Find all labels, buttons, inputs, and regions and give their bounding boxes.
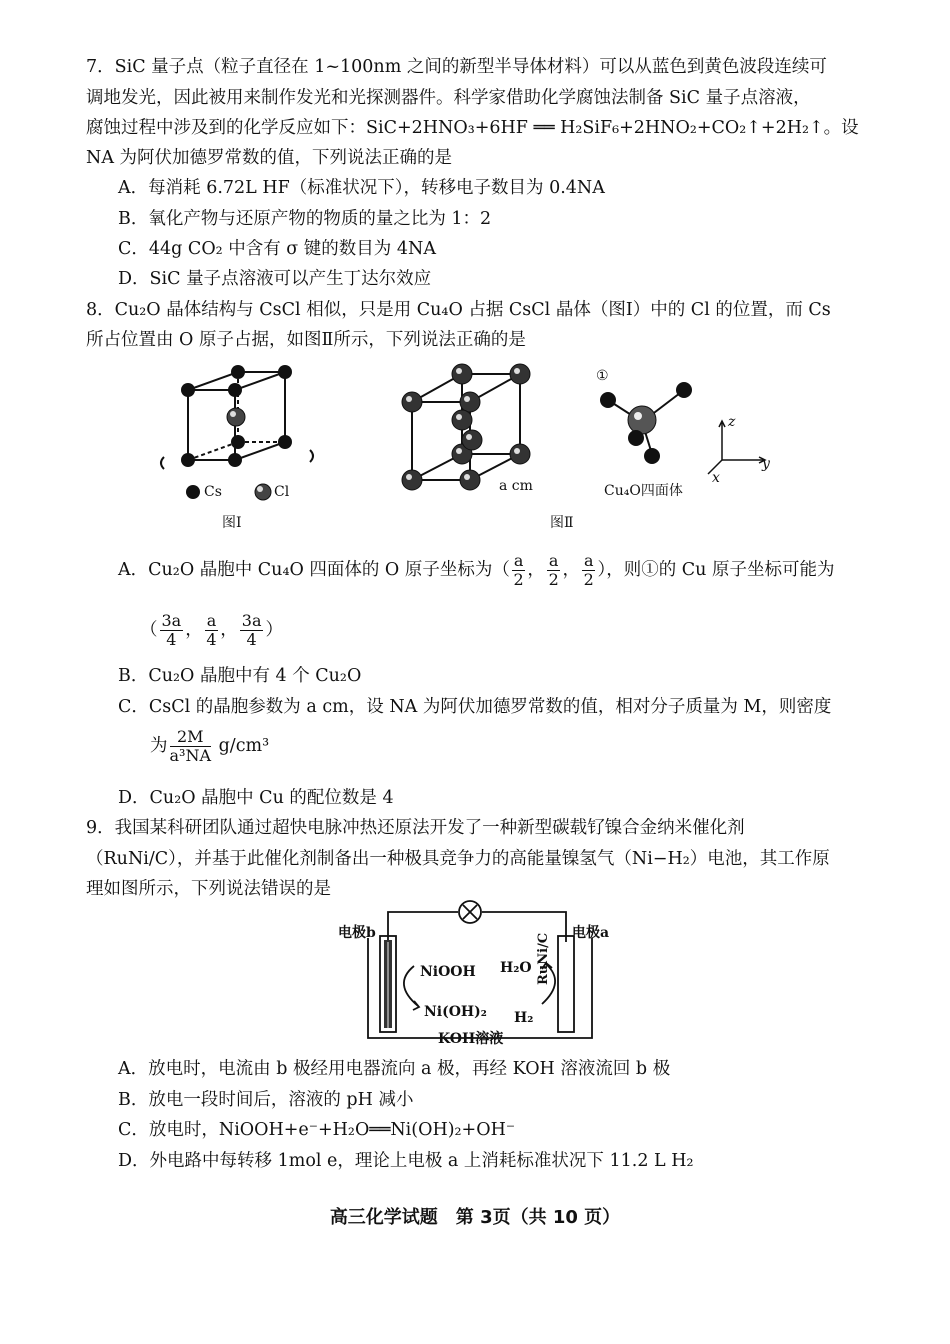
q9-option-b: B．放电一段时间后，溶液的 pH 减小: [118, 1090, 414, 1110]
fraction-3a-over-4: $\frac{3a}{4}$: [241, 611, 262, 649]
q7-stem-line-3: 腐蚀过程中涉及到的化学反应如下：SiC+2HNO₃+6HF ══ H₂SiF₆+2HNO₂+CO₂↑+2H₂↑。设: [86, 118, 859, 138]
fraction-a-over-2: $\frac{a}{2}$: [583, 551, 594, 589]
legend-cs-label: Cs: [204, 484, 222, 500]
q8-option-b: B．Cu₂O 晶胞中有 4 个 Cu₂O: [118, 666, 362, 686]
cu4o-caption: Cu₄O四面体: [604, 483, 683, 499]
q8-stem-line-1: 8．Cu₂O 晶体结构与 CsCl 相似，只是用 Cu₄O 占据 CsCl 晶体（图Ⅰ）中的 Cl 的位置，而 Cs: [86, 300, 831, 320]
figure-2-caption: 图Ⅱ: [550, 515, 574, 531]
fraction-3a-over-4: $\frac{3a}{4}$: [161, 611, 182, 649]
legend-cl-label: Cl: [274, 484, 290, 500]
q9-option-c: C．放电时，NiOOH+e⁻+H₂O══Ni(OH)₂+OH⁻: [118, 1120, 516, 1140]
cu4o-tetrahedron-figure: [592, 372, 702, 472]
fraction-a-over-2: $\frac{a}{2}$: [513, 551, 524, 589]
electrode-b-label: 电极b: [338, 925, 376, 941]
q7-option-b: B．氧化产物与还原产物的物质的量之比为 1：2: [118, 209, 492, 229]
q7-option-a: A．每消耗 6.72L HF（标准状况下），转移电子数目为 0.4NA: [118, 178, 605, 198]
water-label: H₂O: [500, 960, 532, 976]
q8-stem-line-2: 所占位置由 O 原子占据，如图Ⅱ所示，下列说法正确的是: [86, 330, 526, 350]
nioOH-label: NiOOH: [420, 964, 476, 980]
density-fraction: $\frac{2M}{\text{a³NA}}$: [169, 727, 212, 765]
atom-1-marker: ①: [596, 368, 609, 384]
q7-stem-line-2: 调地发光，因此被用来制作发光和光探测器件。科学家借助化学腐蚀法制备 SiC 量子点溶液，: [86, 88, 811, 108]
figure-1-caption: 图Ⅰ: [222, 515, 242, 531]
q8-option-c-line-1: C．CsCl 的晶胞参数为 a cm，设 NA 为阿伏加德罗常数的值，相对分子质量为 M，则密度: [118, 697, 832, 717]
figure-1-cscl-cell: [150, 362, 330, 507]
q9-stem-line-1: 9．我国某科研团队通过超快电脉冲热还原法开发了一种新型碳载钌镍合金纳米催化剂: [86, 818, 745, 838]
q9-option-d: D．外电路中每转移 1mol e，理论上电极 a 上消耗标准状况下 11.2 L H₂: [118, 1151, 694, 1171]
q8-option-d: D．Cu₂O 晶胞中 Cu 的配位数是 4: [118, 788, 394, 808]
q8-option-a: A．Cu₂O 晶胞中 Cu₄O 四面体的 O 原子坐标为（ $\frac{a}{2}$ ， $\frac{a}{2}$ ， $\frac{a}{2}$ ），则①的 Cu 原子坐标可能为: [118, 551, 835, 589]
page-footer: 高三化学试题 第 3页（共 10 页）: [329, 1207, 621, 1228]
electrode-a-label: 电极a: [572, 925, 610, 941]
q7-option-d: D．SiC 量子点溶液可以产生丁达尔效应: [118, 269, 432, 289]
axis-x-label: x: [712, 470, 720, 486]
edge-length-label: a cm: [499, 478, 533, 494]
q8-option-a-suffix: ），则①的 Cu 原子坐标可能为: [597, 560, 835, 580]
hydrogen-label: H₂: [514, 1010, 534, 1026]
fraction-a-over-2: $\frac{a}{2}$: [548, 551, 559, 589]
q9-stem-line-3: 理如图所示，下列说法错误的是: [86, 879, 331, 899]
q8-option-c-density: 为 $\frac{2M}{\text{a³NA}}$ g/cm³: [150, 727, 270, 765]
axis-z-label: z: [728, 414, 736, 430]
fraction-a-over-4: $\frac{a}{4}$: [206, 611, 217, 649]
q9-stem-line-2: （RuNi/C），并基于此催化剂制备出一种极具竞争力的高能量镍氢气（Ni−H₂）电池，其工作原: [86, 849, 830, 869]
runi-electrode-label: RuNi/C: [536, 932, 551, 985]
q7-stem-line-4: NA 为阿伏加德罗常数的值，下列说法正确的是: [86, 148, 453, 168]
koh-solution-label: KOH溶液: [438, 1031, 504, 1047]
axis-y-label: y: [762, 456, 770, 472]
q7-stem-line-1: 7．SiC 量子点（粒子直径在 1~100nm 之间的新型半导体材料）可以从蓝色到黄色波段连续可: [86, 57, 827, 77]
q8-option-a-prefix: A．Cu₂O 晶胞中 Cu₄O 四面体的 O 原子坐标为（: [118, 560, 510, 580]
q7-option-c: C．44g CO₂ 中含有 σ 键的数目为 4NA: [118, 239, 436, 259]
q9-option-a: A．放电时，电流由 b 极经用电器流向 a 极，再经 KOH 溶液流回 b 极: [118, 1059, 671, 1079]
nioh2-label: Ni(OH)₂: [424, 1004, 487, 1020]
q8-option-a-coordinates: （ $\frac{3a}{4}$ ， $\frac{a}{4}$ ， $\frac{3a}{4}$ ）: [140, 611, 283, 649]
